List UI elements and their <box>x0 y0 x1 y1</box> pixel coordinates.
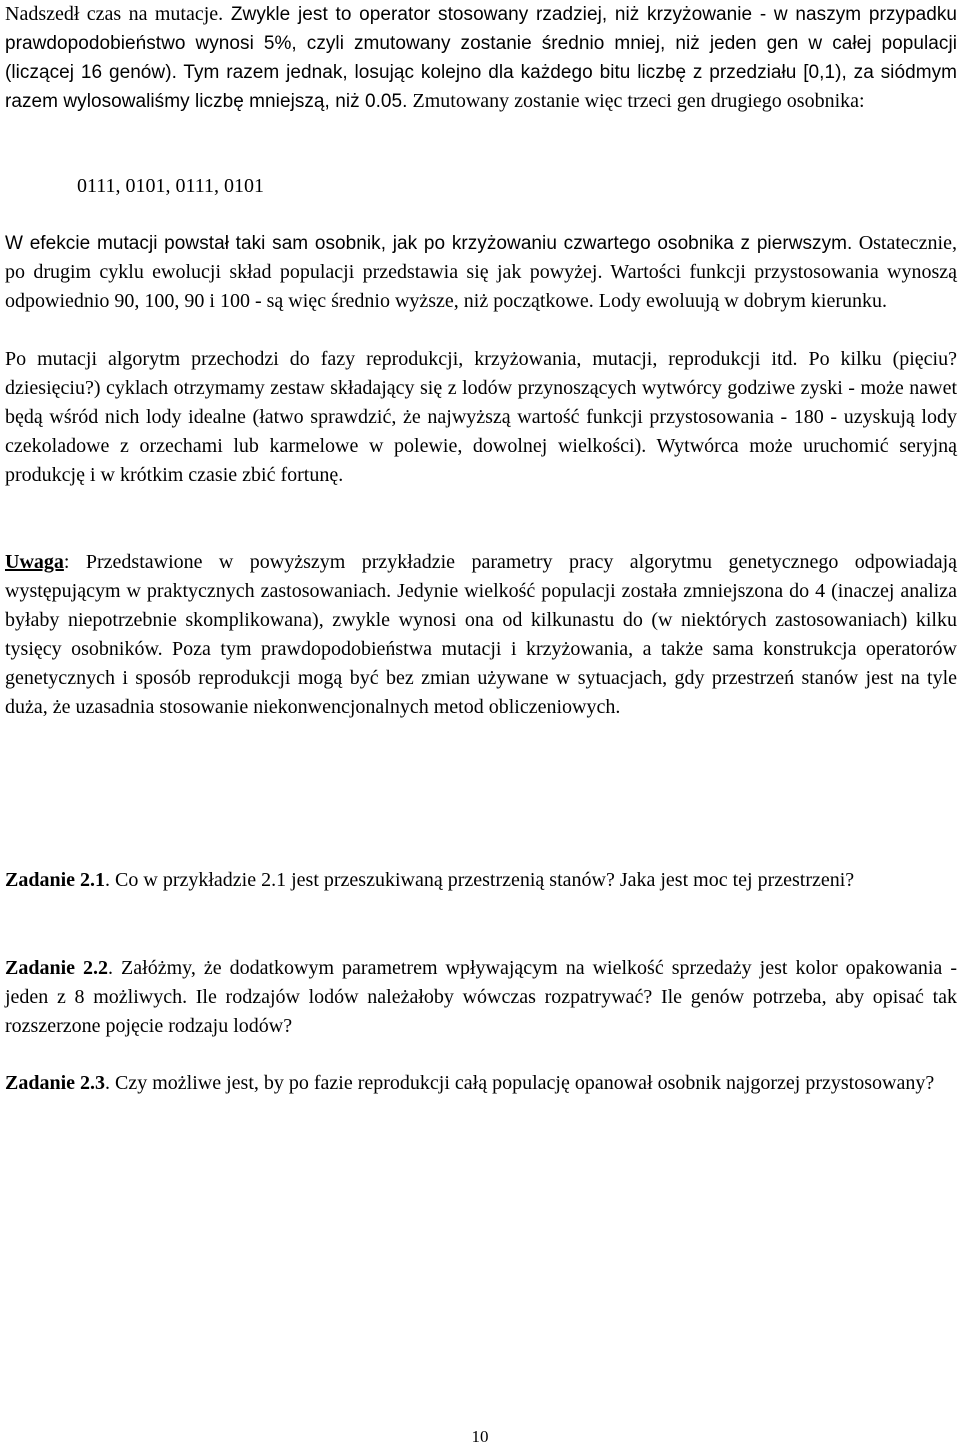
gene-sequence-line: 0111, 0101, 0111, 0101 <box>77 175 265 197</box>
mutation-intro-lead: Nadszedł czas na mutacje. <box>5 3 224 25</box>
mutation-intro-tail: Zmutowany zostanie więc trzeci gen drugiego osobnika: <box>407 90 865 112</box>
task-2-3 <box>5 1069 957 1098</box>
task-2-2 <box>5 954 957 1041</box>
page-number: 10 <box>471 1427 489 1446</box>
task-label: Zadanie 2.1 <box>5 869 106 891</box>
paragraph-note <box>5 548 957 722</box>
task-label: Zadanie 2.2 <box>5 957 109 979</box>
paragraph-algorithm-cycle: Po mutacji algorytm przechodzi do fazy reprodukcji, krzyżowania, mutacji, reprodukcji itd. Po kilku (pięciu? dziesięciu?) cyklach otrzymamy zestaw składający się z lodów przynoszących wytwórcy godziwe zyski - może nawet będą wśród nich lody idealne (łatwo sprawdzić, że najwyższą wartość funkcji przystosowania - 180 - uzyskują lody czekoladowe z orzechami lub karmelowe w polewie, dowolnej wielkości). Wytwórca może uruchomić seryjną produkcję i w krótkim czasie zbić fortunę. <box>5 348 957 486</box>
mutation-effect-body: Ostatecznie, po drugim cyklu ewolucji skład populacji przedstawia się jak powyżej. Wartości funkcji przystosowania wynoszą odpowiednio 90, 100, 90 i 100 - są więc średnio wyższe, niż początkowe. Lody ewoluują w dobrym kierunku. <box>5 232 957 312</box>
task-text: . Załóżmy, że dodatkowym parametrem wpływającym na wielkość sprzedaży jest kolor opakowania - jeden z 8 możliwych. Ile rodzajów lodów należałoby wówczas rozpatrywać? Ile genów potrzeba, aby opisać tak rozszerzone pojęcie rodzaju lodów? <box>5 957 957 1037</box>
paragraph-mutation-effect <box>5 229 957 316</box>
mutation-effect-lead: W efekcie mutacji powstał taki sam osobnik, jak po krzyżowaniu czwartego osobnika z pierwszym. <box>5 233 853 254</box>
task-text: . Czy możliwe jest, by po fazie reprodukcji całą populację opanował osobnik najgorzej przystosowany? <box>105 1072 935 1094</box>
task-text: . Co w przykładzie 2.1 jest przeszukiwaną przestrzenią stanów? Jaka jest moc tej przestrzeni? <box>105 869 855 891</box>
paragraph-mutation-intro <box>5 0 957 116</box>
task-label: Zadanie 2.3 <box>5 1072 106 1094</box>
task-2-1 <box>5 866 957 895</box>
note-label: Uwaga <box>5 551 64 573</box>
mutation-intro-body: Zwykle jest to operator stosowany rzadziej, niż krzyżowanie - w naszym przypadku prawdopodobieństwo wynosi 5%, czyli zmutowany zostanie średnio mniej, niż jeden gen w całej populacji (liczącej 16 genów). Tym razem jednak, losując kolejno dla każdego bitu liczbę z przedziału [0,1), za siódmym razem wylosowaliśmy liczbę mniejszą, niż 0.05. <box>5 4 957 112</box>
note-text: : Przedstawione w powyższym przykładzie parametry pracy algorytmu genetycznego odpowiadają występującym w praktycznych zastosowaniach. Jedynie wielkość populacji została zmniejszona do 4 (inaczej analiza byłaby niepotrzebnie skomplikowana), zwykle wynosi ona od kilkunastu do (w niektórych zastosowaniach) kilku tysięcy osobników. Poza tym prawdopodobieństwa mutacji i krzyżowania, a także sama konstrukcja operatorów genetycznych i sposób reprodukcji mogą być bez zmian używane w sytuacjach, gdy przestrzeń stanów jest na tyle duża, że uzasadnia stosowanie niekonwencjonalnych metod obliczeniowych. <box>5 551 957 718</box>
